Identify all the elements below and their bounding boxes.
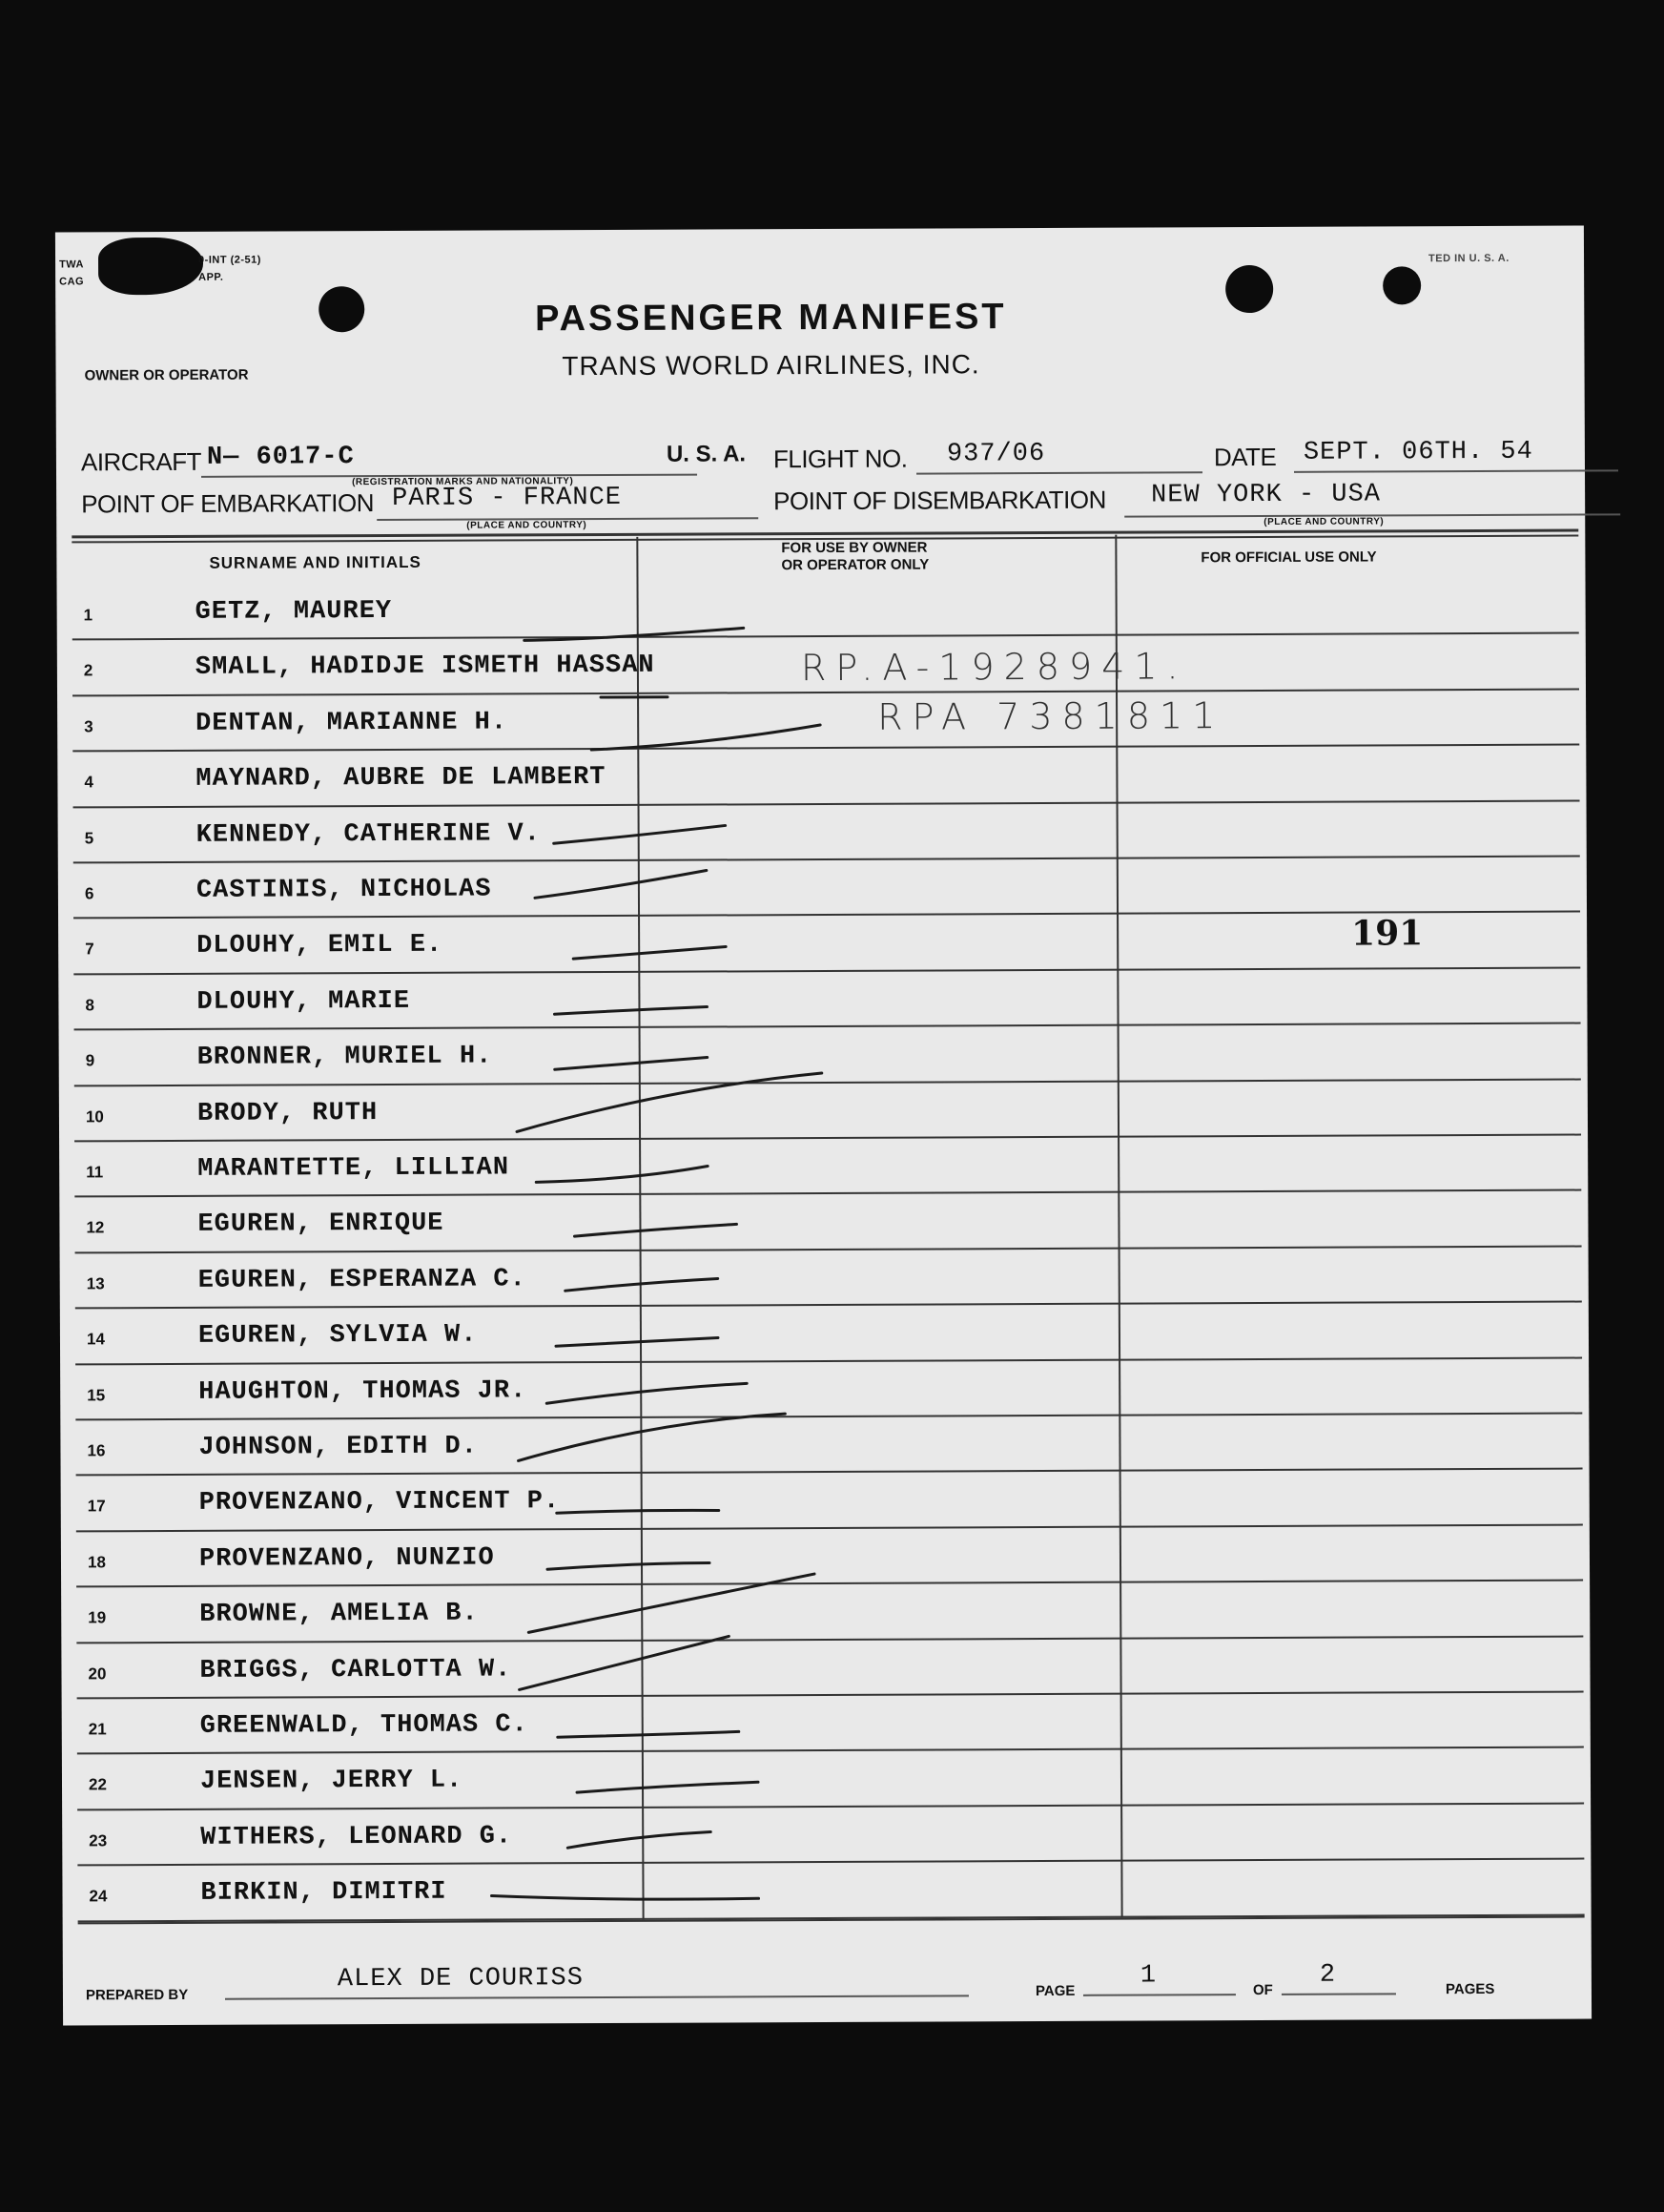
page-value: 1	[1140, 1961, 1158, 1991]
passenger-name: SMALL, HADIDJE ISMETH HASSAN	[195, 651, 655, 683]
embarkation-sublabel: (PLACE AND COUNTRY)	[466, 520, 587, 531]
row-number: 14	[86, 1330, 105, 1349]
passenger-name: BROWNE, AMELIA B.	[199, 1599, 479, 1630]
check-stroke	[557, 1510, 719, 1513]
date-value: SEPT. 06TH. 54	[1303, 437, 1533, 467]
passenger-name: JENSEN, JERRY L.	[199, 1767, 463, 1797]
manifest-sheet	[55, 226, 1592, 2026]
aircraft-sublabel: (REGISTRATION MARKS AND NATIONALITY)	[352, 476, 574, 488]
check-stroke	[535, 871, 707, 899]
manifest-title: PASSENGER MANIFEST	[534, 297, 1007, 340]
row-number: 4	[84, 773, 93, 792]
disembarkation-value: NEW YORK - USA	[1151, 480, 1382, 510]
column-header-owner-1: FOR USE BY OWNER	[781, 539, 928, 557]
passenger-name: MAYNARD, AUBRE DE LAMBERT	[195, 763, 606, 795]
check-stroke	[556, 1337, 718, 1346]
passenger-name: PROVENZANO, NUNZIO	[198, 1543, 495, 1574]
passenger-name: MARANTETTE, LILLIAN	[197, 1153, 510, 1184]
row-number: 22	[88, 1775, 107, 1794]
column-header-surname: SURNAME AND INITIALS	[209, 552, 421, 572]
page-label: PAGE	[1035, 1982, 1076, 2000]
of-value: 2	[1319, 1960, 1337, 1990]
check-stroke	[546, 1383, 747, 1403]
row-number: 21	[88, 1720, 107, 1739]
check-stroke	[518, 1414, 785, 1460]
row-number: 5	[84, 828, 94, 847]
embarkation-value: PARIS - FRANCE	[392, 483, 623, 513]
check-stroke	[492, 1894, 759, 1900]
passenger-name: EGUREN, SYLVIA W.	[197, 1320, 478, 1352]
passenger-name: EGUREN, ENRIQUE	[197, 1209, 444, 1240]
passenger-name: BRIGGS, CARLOTTA W.	[199, 1655, 512, 1685]
row-number: 16	[87, 1441, 106, 1460]
row-number: 10	[85, 1106, 104, 1126]
check-stroke	[528, 1574, 814, 1632]
prepared-by-value: ALEX DE COURISS	[337, 1964, 585, 1995]
check-stroke	[517, 1073, 822, 1131]
row-number: 1	[83, 606, 93, 625]
passenger-name: DENTAN, MARIANNE H.	[195, 708, 508, 738]
prepared-by-label: PREPARED BY	[85, 1986, 189, 2004]
passenger-name: KENNEDY, CATHERINE V.	[195, 818, 541, 850]
passenger-name: DLOUHY, MARIE	[196, 986, 411, 1017]
row-number: 13	[86, 1274, 105, 1293]
aircraft-value: N— 6017-C	[206, 443, 355, 472]
check-stroke	[547, 1563, 709, 1570]
column-header-owner-2: OR OPERATOR ONLY	[781, 556, 930, 574]
check-stroke	[591, 725, 820, 750]
row-number: 3	[84, 717, 93, 736]
passenger-name: BRONNER, MURIEL H.	[196, 1042, 493, 1073]
row-number: 6	[84, 884, 94, 903]
check-stroke	[577, 1782, 758, 1792]
passenger-name: GREENWALD, THOMAS C.	[199, 1710, 528, 1741]
printed-in-note: TED IN U. S. A.	[1428, 252, 1510, 265]
check-stroke	[555, 1058, 708, 1070]
embarkation-label: POINT OF EMBARKATION	[81, 488, 375, 519]
check-stroke	[554, 825, 726, 843]
passenger-name: DLOUHY, EMIL E.	[196, 931, 443, 961]
row-number: 9	[85, 1051, 95, 1070]
official-stamp-row-7: 191	[1351, 913, 1424, 954]
passenger-name: CASTINIS, NICHOLAS	[195, 875, 492, 905]
check-stroke	[558, 1731, 739, 1737]
check-stroke	[573, 946, 726, 959]
owner-or-operator-label: OWNER OR OPERATOR	[84, 366, 249, 384]
passenger-name: WITHERS, LEONARD G.	[200, 1822, 513, 1852]
row-number: 15	[87, 1385, 106, 1404]
company-name: TRANS WORLD AIRLINES, INC.	[562, 349, 980, 382]
form-code-line1: TWA	[59, 258, 85, 271]
country-label: U. S. A.	[666, 441, 747, 467]
passenger-name: EGUREN, ESPERANZA C.	[197, 1265, 526, 1295]
row-number: 8	[85, 996, 94, 1015]
check-stroke	[565, 1278, 718, 1291]
row-number: 17	[87, 1497, 106, 1516]
form-code-app: APP.	[198, 271, 224, 283]
handwritten-note-row-2: RP.A-1928941.	[800, 645, 1188, 690]
form-code: 0-INT (2-51)	[198, 254, 261, 266]
passenger-name: HAUGHTON, THOMAS JR.	[198, 1375, 527, 1407]
passenger-name: GETZ, MAUREY	[195, 596, 393, 627]
row-number: 20	[88, 1664, 107, 1683]
row-number: 12	[86, 1218, 105, 1237]
row-number: 23	[89, 1831, 108, 1850]
check-strokes	[55, 226, 1592, 2026]
of-label: OF	[1252, 1981, 1273, 1999]
check-stroke	[536, 1167, 708, 1183]
check-stroke	[574, 1224, 736, 1236]
check-stroke	[567, 1832, 710, 1849]
check-stroke	[524, 628, 744, 640]
row-number: 19	[88, 1608, 107, 1627]
form-code-line2: CAG	[59, 276, 85, 288]
passenger-name: BRODY, RUTH	[196, 1098, 379, 1128]
disembarkation-label: POINT OF DISEMBARKATION	[773, 485, 1106, 516]
column-header-official: FOR OFFICIAL USE ONLY	[1201, 548, 1377, 567]
row-number: 18	[87, 1553, 106, 1572]
row-number: 2	[83, 661, 93, 680]
disembarkation-sublabel: (PLACE AND COUNTRY)	[1263, 516, 1385, 527]
row-number: 24	[89, 1887, 108, 1906]
row-number: 7	[85, 940, 94, 959]
pages-label: PAGES	[1445, 1980, 1495, 1998]
passenger-name: PROVENZANO, VINCENT P.	[198, 1487, 561, 1519]
passenger-name: BIRKIN, DIMITRI	[200, 1877, 447, 1909]
check-stroke	[554, 1007, 707, 1015]
aircraft-label: AIRCRAFT	[80, 446, 202, 477]
flight-value: 937/06	[946, 439, 1046, 469]
passenger-name: JOHNSON, EDITH D.	[198, 1432, 478, 1462]
check-stroke	[519, 1636, 729, 1689]
row-number: 11	[86, 1163, 104, 1182]
flight-label: FLIGHT NO.	[772, 444, 908, 474]
handwritten-note-row-3: RPA 7381811	[877, 694, 1225, 738]
date-label: DATE	[1213, 442, 1277, 472]
